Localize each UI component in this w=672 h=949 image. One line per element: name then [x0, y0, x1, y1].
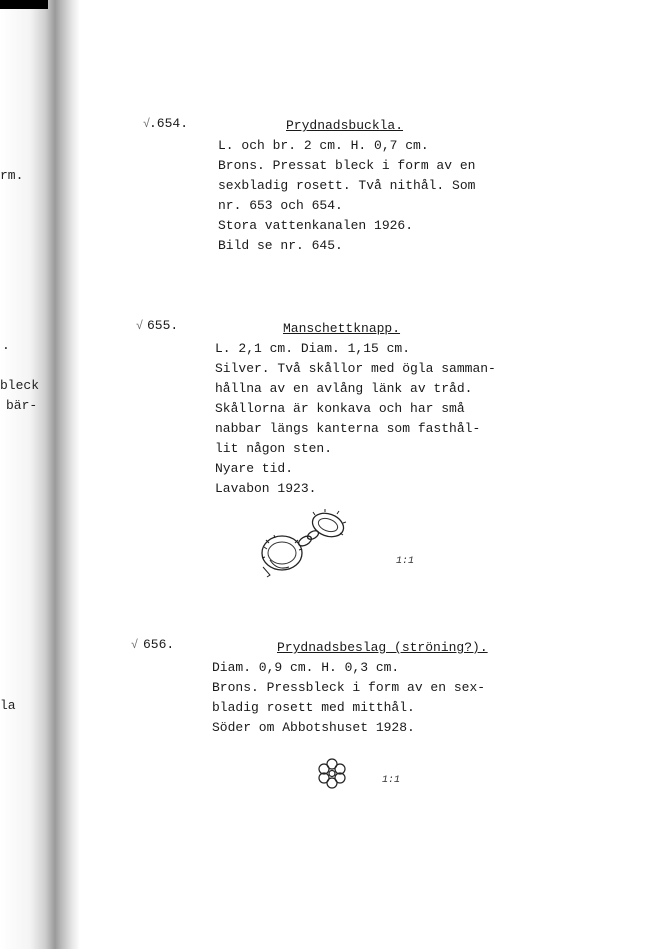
- entry-line: Skållorna är konkava och har små: [215, 401, 465, 416]
- entry-line: Söder om Abbotshuset 1928.: [212, 720, 415, 735]
- prev-page-fragment: bleck: [0, 378, 40, 393]
- prev-page-fragment: la: [0, 698, 16, 713]
- entry-number: .654.: [149, 116, 189, 131]
- entry-title: Prydnadsbuckla.: [286, 118, 404, 133]
- scale-label: 1:1: [396, 556, 415, 567]
- entry-line: Brons. Pressat bleck i form av en: [218, 158, 476, 173]
- scan-corner-mark: [0, 0, 48, 9]
- entry-number: 656.: [143, 637, 175, 652]
- entry-line: Bild se nr. 645.: [218, 238, 343, 253]
- entry-line: L. 2,1 cm. Diam. 1,15 cm.: [215, 341, 411, 356]
- entry-line: nr. 653 och 654.: [218, 198, 343, 213]
- entry-line: hållna av en avlång länk av tråd.: [215, 381, 473, 396]
- page-binding-shadow: [0, 0, 80, 949]
- prev-page-fragment: .: [2, 338, 10, 353]
- check-mark: √: [143, 117, 151, 131]
- prev-page-fragment: bär-: [6, 398, 38, 413]
- prev-page-fragment: rm.: [0, 168, 24, 183]
- entry-line: L. och br. 2 cm. H. 0,7 cm.: [218, 138, 429, 153]
- entry-line: sexbladig rosett. Två nithål. Som: [218, 178, 476, 193]
- rosette-drawing: [316, 757, 348, 789]
- entry-title: Prydnadsbeslag (ströning?).: [277, 640, 488, 655]
- entry-line: Brons. Pressbleck i form av en sex-: [212, 680, 486, 695]
- cufflink-drawing: [255, 505, 350, 580]
- entry-line: Silver. Två skållor med ögla samman-: [215, 361, 496, 376]
- entry-line: nabbar längs kanterna som fasthål-: [215, 421, 481, 436]
- entry-line: bladig rosett med mitthål.: [212, 700, 415, 715]
- check-mark: √: [136, 319, 144, 333]
- entry-line: Nyare tid.: [215, 461, 294, 476]
- entry-line: Diam. 0,9 cm. H. 0,3 cm.: [212, 660, 400, 675]
- scale-label: 1:1: [382, 775, 401, 786]
- entry-line: Stora vattenkanalen 1926.: [218, 218, 414, 233]
- entry-title: Manschettknapp.: [283, 321, 401, 336]
- check-mark: √: [131, 638, 139, 652]
- entry-number: 655.: [147, 318, 179, 333]
- entry-line: Lavabon 1923.: [215, 481, 317, 496]
- entry-line: lit någon sten.: [215, 441, 333, 456]
